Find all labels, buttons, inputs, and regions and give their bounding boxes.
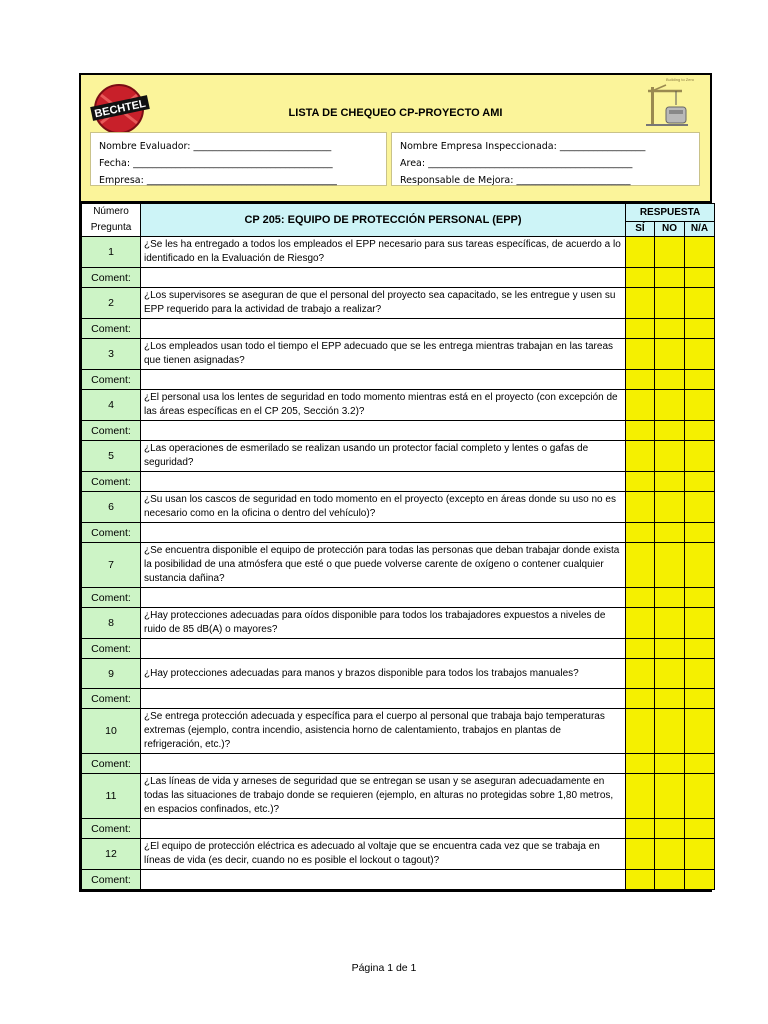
answer-si-cell[interactable] xyxy=(626,839,655,870)
question-row xyxy=(82,339,715,370)
answer-si-cell[interactable] xyxy=(626,659,655,689)
comment-row xyxy=(82,819,715,839)
comment-answer-cell xyxy=(655,689,685,709)
question-number: 12 xyxy=(82,839,141,870)
comment-answer-cell xyxy=(685,319,715,339)
inspected-info-box xyxy=(391,132,700,186)
page-footer: Página 1 de 1 xyxy=(351,962,417,974)
question-row xyxy=(82,774,715,819)
question-text: ¿Se les ha entregado a todos los empleados el EPP necesario para sus tareas específicas, de acuerdo a lo identificado en la Evaluación de Riesgo? xyxy=(141,237,626,268)
comment-field[interactable] xyxy=(141,370,626,390)
comment-answer-cell xyxy=(685,472,715,492)
comment-answer-cell xyxy=(626,268,655,288)
comment-answer-cell xyxy=(655,870,685,890)
comment-answer-cell xyxy=(626,588,655,608)
comment-answer-cell xyxy=(626,370,655,390)
question-text: ¿Se encuentra disponible el equipo de protección para todas las personas que deban trabajar donde exista la posibilidad de una atmósfera que esté o que puede volverse carente de oxígeno o contener cualquier sustancia dañina? xyxy=(141,543,626,588)
comment-row xyxy=(82,370,715,390)
answer-na-cell[interactable] xyxy=(685,390,715,421)
comment-answer-cell xyxy=(655,319,685,339)
question-text: ¿Su usan los cascos de seguridad en todo momento en el proyecto (excepto en áreas donde su uso no es necesario como en la oficina o dentro del vehículo)? xyxy=(141,492,626,523)
comment-answer-cell xyxy=(655,472,685,492)
comment-field[interactable] xyxy=(141,689,626,709)
answer-si-cell[interactable] xyxy=(626,339,655,370)
comment-answer-cell xyxy=(655,421,685,441)
crane-caption: Building to Zero xyxy=(665,77,694,82)
comment-row xyxy=(82,472,715,492)
answer-no-cell[interactable] xyxy=(655,237,685,268)
form-title: LISTA DE CHEQUEO CP-PROYECTO AMI xyxy=(288,107,503,119)
crane-icon xyxy=(642,81,690,129)
question-row xyxy=(82,390,715,421)
area-field[interactable]: Area: ___________________________________________ xyxy=(400,158,633,169)
answer-na-cell[interactable] xyxy=(685,288,715,319)
section-title: CP 205: EQUIPO DE PROTECCIÓN PERSONAL (EPP) xyxy=(141,204,626,237)
comment-row xyxy=(82,588,715,608)
answer-na-cell[interactable] xyxy=(685,709,715,754)
question-number: 11 xyxy=(82,774,141,819)
logo-text: BECHTEL xyxy=(93,97,147,121)
question-row xyxy=(82,608,715,639)
question-number: 5 xyxy=(82,441,141,472)
question-text: ¿Hay protecciones adecuadas para oídos disponible para todos los trabajadores expuestos a niveles de ruido de 85 dB(A) o mayores? xyxy=(141,608,626,639)
answer-na-cell[interactable] xyxy=(685,659,715,689)
question-text: ¿Los empleados usan todo el tiempo el EPP adecuado que se les entrega mientras trabajan en las tareas que tienen asignadas? xyxy=(141,339,626,370)
checklist-sheet xyxy=(79,73,712,892)
option-na-header: N/A xyxy=(685,221,715,236)
comment-answer-cell xyxy=(626,754,655,774)
comment-answer-cell xyxy=(685,588,715,608)
comment-answer-cell xyxy=(626,870,655,890)
answer-na-cell[interactable] xyxy=(685,339,715,370)
answer-no-cell[interactable] xyxy=(655,608,685,639)
question-number: 3 xyxy=(82,339,141,370)
question-row xyxy=(82,441,715,472)
question-row xyxy=(82,288,715,319)
answer-na-cell[interactable] xyxy=(685,608,715,639)
date-field[interactable]: Fecha: __________________________________________ xyxy=(99,158,333,169)
comment-row xyxy=(82,523,715,543)
comment-label: Coment: xyxy=(82,523,141,543)
question-number: 4 xyxy=(82,390,141,421)
respuesta-header: RESPUESTA xyxy=(626,204,715,222)
comment-field[interactable] xyxy=(141,319,626,339)
comment-field[interactable] xyxy=(141,588,626,608)
question-number: 6 xyxy=(82,492,141,523)
comment-answer-cell xyxy=(626,523,655,543)
comment-field[interactable] xyxy=(141,421,626,441)
comment-answer-cell xyxy=(626,421,655,441)
question-row xyxy=(82,659,715,689)
question-text: ¿Hay protecciones adecuadas para manos y brazos disponible para todos los trabajos manuales? xyxy=(141,659,626,689)
question-text: ¿Las operaciones de esmerilado se realizan usando un protector facial completo y lentes o gafas de seguridad? xyxy=(141,441,626,472)
improvement-owner-field[interactable]: Responsable de Mejora: ________________________ xyxy=(400,175,631,186)
question-text: ¿Los supervisores se aseguran de que el personal del proyecto sea capacitado, se les entregue y usen su EPP requerido para la actividad de trabajo a realizar? xyxy=(141,288,626,319)
checklist-table xyxy=(81,203,715,890)
comment-row xyxy=(82,754,715,774)
comment-row xyxy=(82,421,715,441)
comment-answer-cell xyxy=(626,639,655,659)
comment-field[interactable] xyxy=(141,754,626,774)
comment-answer-cell xyxy=(655,819,685,839)
answer-si-cell[interactable] xyxy=(626,390,655,421)
answer-si-cell[interactable] xyxy=(626,492,655,523)
answer-na-cell[interactable] xyxy=(685,441,715,472)
comment-label: Coment: xyxy=(82,319,141,339)
question-row xyxy=(82,492,715,523)
comment-answer-cell xyxy=(655,639,685,659)
question-text: ¿El equipo de protección eléctrica es adecuado al voltaje que se encuentra cada vez que se trabaja en líneas de vida (es decir, cuando no es posible el lockout o tagout)? xyxy=(141,839,626,870)
comment-row xyxy=(82,319,715,339)
comment-answer-cell xyxy=(655,268,685,288)
answer-na-cell[interactable] xyxy=(685,839,715,870)
answer-na-cell[interactable] xyxy=(685,774,715,819)
comment-answer-cell xyxy=(685,523,715,543)
answer-no-cell[interactable] xyxy=(655,839,685,870)
answer-si-cell[interactable] xyxy=(626,441,655,472)
question-row xyxy=(82,543,715,588)
answer-na-cell[interactable] xyxy=(685,492,715,523)
comment-answer-cell xyxy=(655,588,685,608)
comment-answer-cell xyxy=(626,472,655,492)
answer-si-cell[interactable] xyxy=(626,608,655,639)
evaluator-name-field[interactable]: Nombre Evaluador: _____________________________ xyxy=(99,141,332,152)
answer-no-cell[interactable] xyxy=(655,492,685,523)
answer-no-cell[interactable] xyxy=(655,441,685,472)
question-number: 8 xyxy=(82,608,141,639)
question-text: ¿El personal usa los lentes de seguridad en todo momento mientras está en el proyecto (con excepción de las áreas específicas en el CP 205, Sección 3.2)? xyxy=(141,390,626,421)
answer-na-cell[interactable] xyxy=(685,543,715,588)
answer-si-cell[interactable] xyxy=(626,774,655,819)
comment-field[interactable] xyxy=(141,523,626,543)
comment-label: Coment: xyxy=(82,639,141,659)
option-no-header: NO xyxy=(655,221,685,236)
number-column-header: Número Pregunta xyxy=(82,204,141,237)
question-row xyxy=(82,709,715,754)
comment-field[interactable] xyxy=(141,870,626,890)
comment-answer-cell xyxy=(655,754,685,774)
comment-answer-cell xyxy=(685,268,715,288)
question-text: ¿Se entrega protección adecuada y específica para el cuerpo al personal que trabaja bajo temperaturas extremas (ejemplo, contra incendio, asistencia horno de calentamiento, trabajos en plantas de refrigeración, etc.)? xyxy=(141,709,626,754)
comment-answer-cell xyxy=(685,819,715,839)
comment-field[interactable] xyxy=(141,639,626,659)
answer-no-cell[interactable] xyxy=(655,390,685,421)
comment-answer-cell xyxy=(655,370,685,390)
comment-field[interactable] xyxy=(141,268,626,288)
comment-answer-cell xyxy=(655,523,685,543)
answer-si-cell[interactable] xyxy=(626,288,655,319)
question-row xyxy=(82,237,715,268)
comment-answer-cell xyxy=(685,370,715,390)
answer-no-cell[interactable] xyxy=(655,659,685,689)
comment-label: Coment: xyxy=(82,689,141,709)
comment-label: Coment: xyxy=(82,268,141,288)
answer-no-cell[interactable] xyxy=(655,339,685,370)
comment-row xyxy=(82,639,715,659)
comment-row xyxy=(82,870,715,890)
comment-answer-cell xyxy=(685,639,715,659)
question-text: ¿Las líneas de vida y arneses de seguridad que se entregan se usan y se aseguran adecuadamente en todas las situaciones de trabajo donde se requieren (ejemplo, en alturas no protegidas sobre 1,80 metros, en espacios confinados, etc.)? xyxy=(141,774,626,819)
comment-field[interactable] xyxy=(141,819,626,839)
answer-si-cell[interactable] xyxy=(626,237,655,268)
comment-answer-cell xyxy=(626,319,655,339)
comment-label: Coment: xyxy=(82,870,141,890)
question-number: 1 xyxy=(82,237,141,268)
comment-answer-cell xyxy=(626,689,655,709)
comment-answer-cell xyxy=(626,819,655,839)
comment-row xyxy=(82,689,715,709)
comment-answer-cell xyxy=(685,754,715,774)
comment-label: Coment: xyxy=(82,588,141,608)
question-number: 10 xyxy=(82,709,141,754)
evaluator-info-box xyxy=(90,132,387,186)
form-header xyxy=(81,75,710,203)
answer-no-cell[interactable] xyxy=(655,709,685,754)
answer-no-cell[interactable] xyxy=(655,543,685,588)
company-field[interactable]: Empresa: ________________________________________ xyxy=(99,175,337,186)
answer-si-cell[interactable] xyxy=(626,543,655,588)
comment-label: Coment: xyxy=(82,421,141,441)
answer-na-cell[interactable] xyxy=(685,237,715,268)
comment-label: Coment: xyxy=(82,472,141,492)
comment-label: Coment: xyxy=(82,370,141,390)
comment-label: Coment: xyxy=(82,819,141,839)
answer-no-cell[interactable] xyxy=(655,774,685,819)
answer-no-cell[interactable] xyxy=(655,288,685,319)
question-number: 9 xyxy=(82,659,141,689)
question-number: 2 xyxy=(82,288,141,319)
comment-answer-cell xyxy=(685,421,715,441)
answer-si-cell[interactable] xyxy=(626,709,655,754)
comment-label: Coment: xyxy=(82,754,141,774)
question-number: 7 xyxy=(82,543,141,588)
option-si-header: SÍ xyxy=(626,221,655,236)
comment-row xyxy=(82,268,715,288)
comment-field[interactable] xyxy=(141,472,626,492)
question-row xyxy=(82,839,715,870)
comment-answer-cell xyxy=(685,689,715,709)
comment-answer-cell xyxy=(685,870,715,890)
inspected-company-field[interactable]: Nombre Empresa Inspeccionada: __________________ xyxy=(400,141,646,152)
